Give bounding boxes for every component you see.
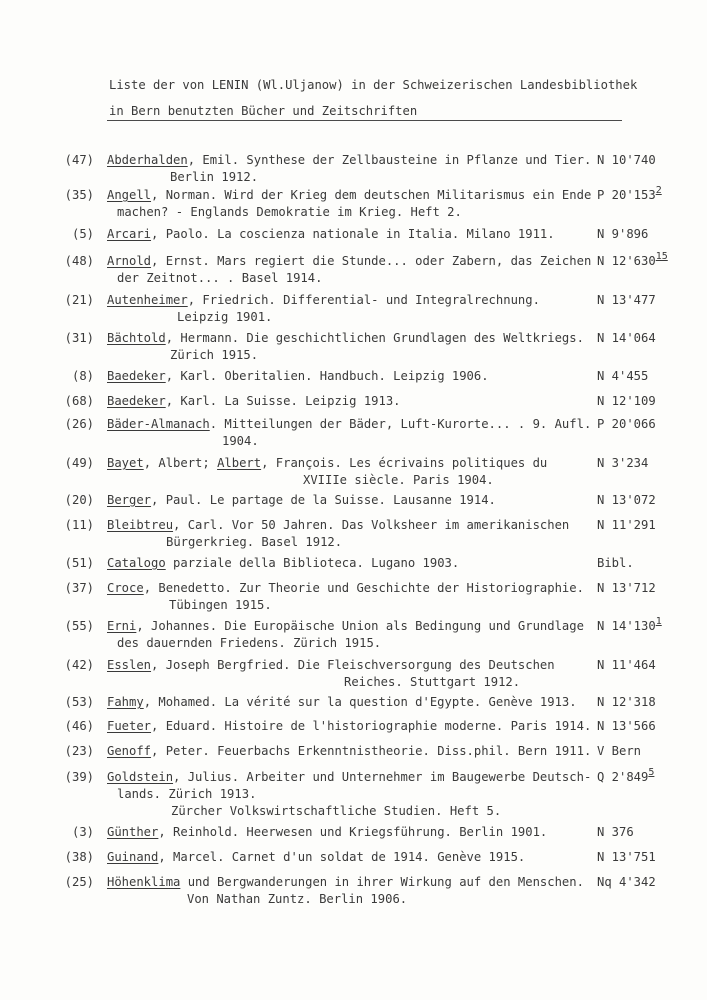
entry-first-line	[107, 694, 577, 711]
entry-author: Goldstein	[107, 770, 174, 784]
entry-title: , Ernst. Mars regiert die Stunde... oder Zabern, das Zeichen	[151, 254, 592, 268]
entry-number: (31)	[64, 331, 94, 345]
shelf-mark-text: N 12'318	[597, 695, 656, 709]
entry-author: Esslen	[107, 658, 152, 672]
entry-continuation: Von Nathan Zuntz. Berlin 1906.	[187, 892, 408, 906]
shelf-mark-superscript: 1	[655, 616, 662, 627]
entry-author: Genoff	[107, 744, 152, 758]
shelf-mark	[597, 743, 641, 760]
entry-author: Guinand	[107, 850, 159, 864]
entry-first-line	[107, 253, 592, 270]
entry-author: Baedeker	[107, 394, 166, 408]
entry-author: Bayet	[107, 456, 144, 470]
shelf-mark-text: Q 2'849	[597, 770, 649, 784]
entry-title: , Karl. La Suisse. Leipzig 1913.	[165, 394, 401, 408]
entry-author: Fahmy	[107, 695, 144, 709]
header-line-2: in Bern benutzten Bücher und Zeitschriften	[109, 104, 418, 118]
entry-continuation: machen? - Englands Demokratie im Krieg. Heft 2.	[117, 205, 462, 219]
entry-title: , Friedrich. Differential- und Integralrechnung.	[187, 293, 540, 307]
entry-number: (42)	[64, 658, 94, 672]
entry-number: (68)	[64, 394, 94, 408]
header-line-1: Liste der von LENIN (Wl.Uljanow) in der Schweizerischen Landesbibliothek	[109, 78, 638, 92]
shelf-mark	[597, 330, 656, 347]
entry-text	[107, 393, 577, 410]
shelf-mark-text: N 14'130	[597, 619, 656, 633]
entry-title: , Albert;	[143, 456, 218, 470]
entry-title: und Bergwanderungen in ihrer Wirkung auf den Menschen.	[180, 875, 584, 889]
entry-text	[107, 718, 592, 735]
entry-number: (20)	[64, 493, 94, 507]
shelf-mark	[597, 718, 656, 735]
entry-title: , Peter. Feuerbachs Erkenntnistheorie. Diss.phil. Bern 1911.	[151, 744, 592, 758]
entry-author: Autenheimer	[107, 293, 188, 307]
entry-author: Bächtold	[107, 331, 166, 345]
entry-title: , Karl. Oberitalien. Handbuch. Leipzig 1906.	[165, 369, 489, 383]
entry-author: Berger	[107, 493, 152, 507]
entry-continuation: Tübingen 1915.	[169, 598, 272, 612]
shelf-mark	[597, 187, 662, 205]
entry-title: , François. Les écrivains politiques du	[261, 456, 548, 470]
entry-continuation: Reiches. Stuttgart 1912.	[344, 675, 521, 689]
entry-title: . Mitteilungen der Bäder, Luft-Kurorte... . 9. Aufl.	[209, 417, 592, 431]
entry-text	[107, 455, 577, 489]
shelf-mark	[597, 580, 656, 597]
shelf-mark	[597, 849, 656, 866]
entry-author: Arnold	[107, 254, 152, 268]
entry-title: , Joseph Bergfried. Die Fleischversorgung des Deutschen	[151, 658, 555, 672]
shelf-mark-text: N 9'896	[597, 227, 649, 241]
entry-first-line	[107, 368, 577, 385]
shelf-mark-text: N 10'740	[597, 153, 656, 167]
shelf-mark	[597, 618, 662, 636]
entry-first-line	[107, 517, 577, 534]
entry-text	[107, 694, 577, 711]
entry-number: (21)	[64, 293, 94, 307]
entry-text	[107, 849, 577, 866]
entry-text	[107, 152, 592, 186]
entry-number: (3)	[71, 825, 94, 839]
entry-number: (26)	[64, 417, 94, 431]
entry-text	[107, 492, 577, 509]
entry-number: (5)	[71, 227, 94, 241]
shelf-mark	[597, 292, 656, 309]
entry-first-line	[107, 330, 584, 347]
shelf-mark-superscript: 2	[655, 185, 662, 196]
entry-first-line	[107, 152, 592, 169]
shelf-mark-text: N 13'566	[597, 719, 656, 733]
entry-continuation: Berlin 1912.	[170, 170, 259, 184]
shelf-mark	[597, 226, 648, 243]
shelf-mark-text: N 12'630	[597, 254, 656, 268]
entry-first-line	[107, 555, 577, 572]
shelf-mark-superscript: 5	[648, 767, 655, 778]
entry-title: , Paolo. La coscienza nationale in Italia. Milano 1911.	[151, 227, 555, 241]
entry-number: (25)	[64, 875, 94, 889]
entry-author: Fueter	[107, 719, 152, 733]
entry-number: (46)	[64, 719, 94, 733]
entry-number: (47)	[64, 153, 94, 167]
shelf-mark	[597, 368, 648, 385]
entry-title: , Hermann. Die geschichtlichen Grundlagen des Weltkriegs.	[165, 331, 584, 345]
shelf-mark	[597, 694, 656, 711]
entry-continuation: der Zeitnot... . Basel 1914.	[117, 271, 323, 285]
entry-text	[107, 657, 577, 691]
shelf-mark	[597, 657, 656, 674]
entry-continuation: des dauernden Friedens. Zürich 1915.	[117, 636, 382, 650]
entry-text	[107, 226, 577, 243]
entry-author: Günther	[107, 825, 159, 839]
entry-number: (8)	[71, 369, 94, 383]
shelf-mark-text: N 13'712	[597, 581, 656, 595]
entry-text	[107, 874, 584, 908]
entry-continuation: Leipzig 1901.	[177, 310, 273, 324]
shelf-mark	[597, 253, 668, 271]
entry-title: , Johannes. Die Europäische Union als Bedingung und Grundlage	[136, 619, 584, 633]
entry-title: , Emil. Synthese der Zellbausteine in Pflanze und Tier.	[187, 153, 592, 167]
entry-number: (51)	[64, 556, 94, 570]
entry-author: Bäder-Almanach	[107, 417, 210, 431]
shelf-mark	[597, 152, 656, 169]
shelf-mark	[597, 824, 634, 841]
shelf-mark-text: N 12'109	[597, 394, 656, 408]
entry-first-line	[107, 226, 577, 243]
document-header	[109, 72, 638, 124]
entry-number: (37)	[64, 581, 94, 595]
entry-first-line	[107, 874, 584, 891]
entry-text	[107, 618, 584, 652]
entry-text	[107, 743, 592, 760]
shelf-mark-text: N 14'064	[597, 331, 656, 345]
entry-title: , Mohamed. La vérité sur la question d'Egypte. Genève 1913.	[143, 695, 577, 709]
shelf-mark-text: Nq 4'342	[597, 875, 656, 889]
entry-number: (48)	[64, 254, 94, 268]
entry-continuation: Zürcher Volkswirtschaftliche Studien. Heft 5.	[171, 804, 502, 818]
entry-text	[107, 253, 592, 287]
entry-number: (23)	[64, 744, 94, 758]
shelf-mark-text: Bibl.	[597, 556, 634, 570]
entry-first-line	[107, 718, 592, 735]
entry-first-line	[107, 657, 577, 674]
entry-text	[107, 292, 577, 326]
entry-first-line	[107, 393, 577, 410]
entry-number: (39)	[64, 770, 94, 784]
shelf-mark-text: N 3'234	[597, 456, 649, 470]
entry-first-line	[107, 455, 577, 472]
shelf-mark-superscript: 15	[655, 251, 668, 262]
entry-author: Höhenklima	[107, 875, 181, 889]
entry-title: , Paul. Le partage de la Suisse. Lausanne 1914.	[151, 493, 496, 507]
entry-continuation: lands. Zürich 1913.	[117, 787, 257, 801]
entry-author: Albert	[217, 456, 262, 470]
entry-continuation: 1904.	[222, 434, 259, 448]
entry-author: Catalogo	[107, 556, 166, 570]
entry-number: (49)	[64, 456, 94, 470]
entry-continuation: XVIIIe siècle. Paris 1904.	[303, 473, 494, 487]
shelf-mark	[597, 393, 656, 410]
entry-text	[107, 824, 577, 841]
entry-text	[107, 517, 577, 551]
entry-author: Croce	[107, 581, 144, 595]
entry-author: Erni	[107, 619, 137, 633]
entry-first-line	[107, 187, 592, 204]
shelf-mark	[597, 416, 656, 433]
entry-first-line	[107, 580, 584, 597]
shelf-mark	[597, 769, 654, 787]
shelf-mark-text: N 11'464	[597, 658, 656, 672]
entry-title: , Benedetto. Zur Theorie und Geschichte der Historiographie.	[143, 581, 584, 595]
entry-text	[107, 555, 577, 572]
shelf-mark-text: N 4'455	[597, 369, 649, 383]
entry-text	[107, 368, 577, 385]
entry-number: (38)	[64, 850, 94, 864]
shelf-mark	[597, 555, 634, 572]
shelf-mark-text: N 11'291	[597, 518, 656, 532]
shelf-mark	[597, 492, 656, 509]
entry-author: Arcari	[107, 227, 152, 241]
entry-continuation: Bürgerkrieg. Basel 1912.	[166, 535, 343, 549]
entry-text	[107, 769, 592, 820]
shelf-mark-text: P 20'153	[597, 188, 656, 202]
entry-title: , Julius. Arbeiter und Unternehmer im Baugewerbe Deutsch-	[173, 770, 592, 784]
shelf-mark-text: N 13'751	[597, 850, 656, 864]
entry-title: parziale della Biblioteca. Lugano 1903.	[165, 556, 460, 570]
header-rule	[107, 120, 622, 121]
entry-first-line	[107, 618, 584, 635]
entry-title: , Marcel. Carnet d'un soldat de 1914. Genève 1915.	[158, 850, 526, 864]
entry-continuation: Zürich 1915.	[170, 348, 259, 362]
entry-first-line	[107, 849, 577, 866]
entry-text	[107, 330, 584, 364]
entry-title: , Eduard. Histoire de l'historiographie moderne. Paris 1914.	[151, 719, 592, 733]
entry-text	[107, 580, 584, 614]
entry-first-line	[107, 492, 577, 509]
entry-title: , Reinhold. Heerwesen und Kriegsführung. Berlin 1901.	[158, 825, 548, 839]
entry-author: Angell	[107, 188, 152, 202]
entry-text	[107, 416, 592, 450]
entry-number: (55)	[64, 619, 94, 633]
entry-text	[107, 187, 592, 221]
entry-title: , Carl. Vor 50 Jahren. Das Volksheer im amerikanischen	[173, 518, 570, 532]
entry-first-line	[107, 743, 592, 760]
shelf-mark	[597, 455, 648, 472]
entry-title: , Norman. Wird der Krieg dem deutschen Militarismus ein Ende	[151, 188, 592, 202]
entry-number: (53)	[64, 695, 94, 709]
entry-first-line	[107, 769, 592, 786]
shelf-mark-text: N 13'477	[597, 293, 656, 307]
entry-first-line	[107, 416, 592, 433]
shelf-mark	[597, 517, 656, 534]
entry-first-line	[107, 292, 577, 309]
entry-first-line	[107, 824, 577, 841]
entry-author: Baedeker	[107, 369, 166, 383]
entry-number: (11)	[64, 518, 94, 532]
entry-number: (35)	[64, 188, 94, 202]
shelf-mark-text: P 20'066	[597, 417, 656, 431]
entry-author: Abderhalden	[107, 153, 188, 167]
shelf-mark-text: N 13'072	[597, 493, 656, 507]
shelf-mark-text: V Bern	[597, 744, 642, 758]
shelf-mark	[597, 874, 656, 891]
entry-author: Bleibtreu	[107, 518, 174, 532]
shelf-mark-text: N 376	[597, 825, 634, 839]
